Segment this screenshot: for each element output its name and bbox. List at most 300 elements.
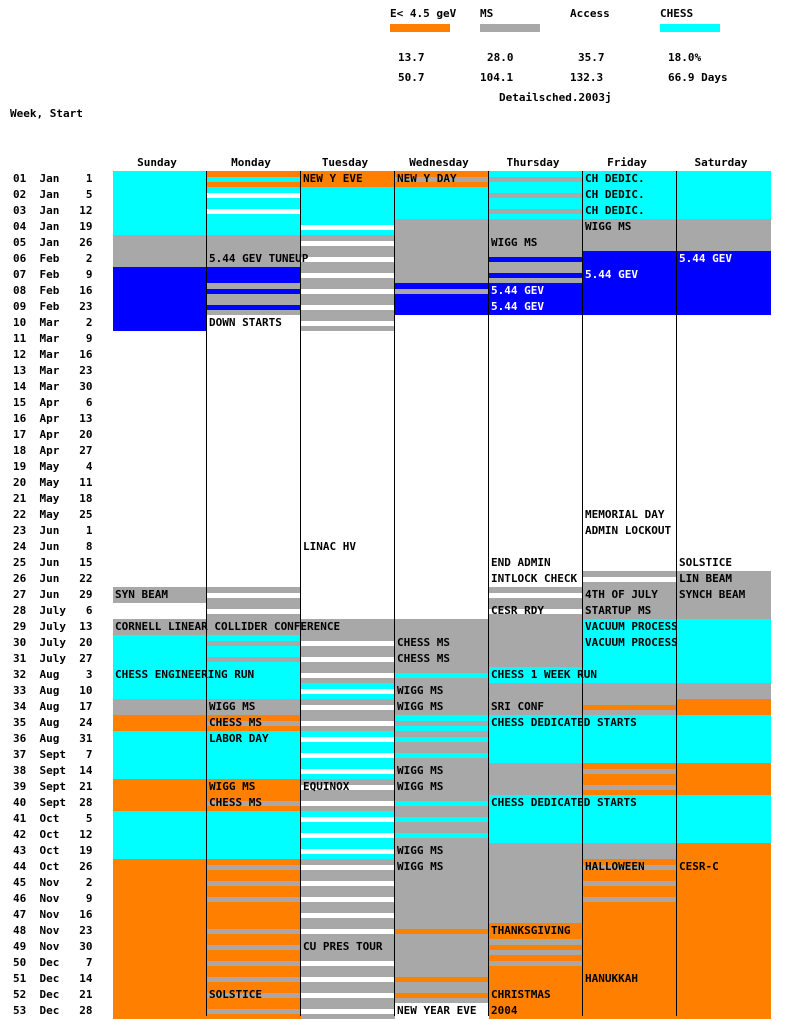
schedule-cell[interactable]	[583, 747, 677, 763]
schedule-cell[interactable]	[489, 171, 583, 187]
schedule-cell[interactable]	[489, 507, 583, 523]
schedule-cell[interactable]	[677, 843, 771, 859]
schedule-cell[interactable]	[113, 267, 207, 283]
schedule-cell[interactable]	[395, 363, 489, 379]
schedule-cell[interactable]	[113, 699, 207, 715]
schedule-cell[interactable]	[113, 187, 207, 203]
schedule-cell[interactable]	[677, 283, 771, 299]
schedule-cell[interactable]	[677, 539, 771, 555]
schedule-cell[interactable]	[301, 891, 395, 907]
schedule-cell[interactable]	[583, 939, 677, 955]
schedule-cell[interactable]	[677, 811, 771, 827]
schedule-cell[interactable]	[677, 955, 771, 971]
schedule-cell[interactable]	[395, 491, 489, 507]
schedule-cell[interactable]	[207, 283, 301, 299]
schedule-cell[interactable]	[113, 331, 207, 347]
schedule-cell[interactable]	[207, 571, 301, 587]
schedule-cell[interactable]	[489, 539, 583, 555]
schedule-cell[interactable]	[207, 219, 301, 235]
schedule-cell[interactable]	[207, 651, 301, 667]
schedule-cell[interactable]	[583, 651, 677, 667]
schedule-cell[interactable]	[207, 379, 301, 395]
schedule-cell[interactable]	[301, 411, 395, 427]
schedule-cell[interactable]	[301, 251, 395, 267]
schedule-cell[interactable]	[113, 763, 207, 779]
schedule-cell[interactable]	[113, 635, 207, 651]
schedule-cell[interactable]	[113, 603, 207, 619]
schedule-cell[interactable]	[677, 987, 771, 1003]
schedule-cell[interactable]	[677, 379, 771, 395]
schedule-cell[interactable]	[677, 667, 771, 683]
schedule-cell[interactable]	[677, 443, 771, 459]
schedule-cell[interactable]	[207, 747, 301, 763]
schedule-cell[interactable]	[113, 203, 207, 219]
schedule-cell[interactable]	[301, 907, 395, 923]
schedule-cell[interactable]	[113, 859, 207, 875]
schedule-cell[interactable]	[677, 427, 771, 443]
schedule-cell[interactable]	[583, 459, 677, 475]
schedule-cell[interactable]	[583, 315, 677, 331]
schedule-cell[interactable]	[207, 171, 301, 187]
schedule-cell[interactable]	[207, 683, 301, 699]
schedule-cell[interactable]	[677, 923, 771, 939]
schedule-cell[interactable]	[395, 747, 489, 763]
schedule-cell[interactable]	[395, 539, 489, 555]
schedule-cell[interactable]	[207, 763, 301, 779]
schedule-cell[interactable]	[395, 891, 489, 907]
schedule-cell[interactable]	[301, 555, 395, 571]
schedule-cell[interactable]	[583, 411, 677, 427]
schedule-cell[interactable]	[583, 539, 677, 555]
schedule-cell[interactable]	[489, 443, 583, 459]
schedule-cell[interactable]	[207, 267, 301, 283]
schedule-cell[interactable]	[207, 923, 301, 939]
schedule-cell[interactable]	[583, 731, 677, 747]
schedule-cell[interactable]	[113, 811, 207, 827]
schedule-cell[interactable]	[395, 251, 489, 267]
schedule-cell[interactable]	[301, 571, 395, 587]
schedule-cell[interactable]	[583, 555, 677, 571]
schedule-cell[interactable]	[677, 619, 771, 635]
schedule-cell[interactable]	[301, 587, 395, 603]
schedule-cell[interactable]	[395, 219, 489, 235]
schedule-cell[interactable]	[489, 907, 583, 923]
schedule-cell[interactable]	[677, 715, 771, 731]
schedule-cell[interactable]	[301, 459, 395, 475]
schedule-cell[interactable]	[207, 955, 301, 971]
schedule-cell[interactable]	[113, 379, 207, 395]
schedule-cell[interactable]	[395, 731, 489, 747]
schedule-cell[interactable]	[677, 299, 771, 315]
schedule-cell[interactable]	[301, 715, 395, 731]
schedule-cell[interactable]	[113, 427, 207, 443]
schedule-cell[interactable]	[113, 987, 207, 1003]
schedule-cell[interactable]	[207, 555, 301, 571]
schedule-cell[interactable]	[113, 843, 207, 859]
schedule-cell[interactable]	[395, 187, 489, 203]
schedule-cell[interactable]	[301, 603, 395, 619]
schedule-cell[interactable]	[489, 491, 583, 507]
schedule-cell[interactable]	[583, 347, 677, 363]
schedule-cell[interactable]	[677, 827, 771, 843]
schedule-cell[interactable]	[677, 491, 771, 507]
schedule-cell[interactable]	[489, 331, 583, 347]
schedule-cell[interactable]	[489, 859, 583, 875]
schedule-cell[interactable]	[113, 683, 207, 699]
schedule-cell[interactable]	[395, 379, 489, 395]
schedule-cell[interactable]	[583, 683, 677, 699]
schedule-cell[interactable]	[207, 331, 301, 347]
schedule-cell[interactable]	[677, 907, 771, 923]
schedule-cell[interactable]	[113, 251, 207, 267]
schedule-cell[interactable]	[207, 939, 301, 955]
schedule-cell[interactable]	[395, 427, 489, 443]
schedule-cell[interactable]	[207, 907, 301, 923]
schedule-cell[interactable]	[207, 411, 301, 427]
schedule-cell[interactable]	[207, 459, 301, 475]
schedule-cell[interactable]	[301, 731, 395, 747]
schedule-cell[interactable]	[301, 635, 395, 651]
schedule-cell[interactable]	[489, 779, 583, 795]
schedule-cell[interactable]	[301, 347, 395, 363]
schedule-cell[interactable]	[301, 475, 395, 491]
schedule-cell[interactable]	[395, 523, 489, 539]
schedule-cell[interactable]	[207, 475, 301, 491]
schedule-cell[interactable]	[677, 475, 771, 491]
schedule-cell[interactable]	[583, 283, 677, 299]
schedule-cell[interactable]	[677, 203, 771, 219]
schedule-cell[interactable]	[395, 315, 489, 331]
schedule-cell[interactable]	[395, 795, 489, 811]
schedule-cell[interactable]	[489, 843, 583, 859]
schedule-cell[interactable]	[583, 299, 677, 315]
schedule-cell[interactable]	[113, 283, 207, 299]
schedule-cell[interactable]	[489, 811, 583, 827]
schedule-cell[interactable]	[113, 235, 207, 251]
schedule-cell[interactable]	[113, 715, 207, 731]
schedule-cell[interactable]	[583, 475, 677, 491]
schedule-cell[interactable]	[395, 571, 489, 587]
schedule-cell[interactable]	[489, 411, 583, 427]
schedule-cell[interactable]	[113, 347, 207, 363]
schedule-cell[interactable]	[113, 411, 207, 427]
schedule-cell[interactable]	[113, 315, 207, 331]
schedule-cell[interactable]	[301, 683, 395, 699]
schedule-cell[interactable]	[113, 971, 207, 987]
schedule-cell[interactable]	[301, 427, 395, 443]
schedule-cell[interactable]	[677, 315, 771, 331]
schedule-cell[interactable]	[489, 363, 583, 379]
schedule-cell[interactable]	[395, 587, 489, 603]
schedule-cell[interactable]	[207, 875, 301, 891]
schedule-cell[interactable]	[113, 171, 207, 187]
schedule-cell[interactable]	[677, 651, 771, 667]
schedule-cell[interactable]	[113, 827, 207, 843]
schedule-cell[interactable]	[677, 683, 771, 699]
schedule-cell[interactable]	[113, 395, 207, 411]
schedule-cell[interactable]	[301, 491, 395, 507]
schedule-cell[interactable]	[489, 267, 583, 283]
schedule-cell[interactable]	[583, 395, 677, 411]
schedule-cell[interactable]	[395, 603, 489, 619]
schedule-cell[interactable]	[677, 459, 771, 475]
schedule-cell[interactable]	[301, 955, 395, 971]
schedule-cell[interactable]	[207, 859, 301, 875]
schedule-cell[interactable]	[301, 283, 395, 299]
schedule-cell[interactable]	[301, 827, 395, 843]
schedule-cell[interactable]	[207, 491, 301, 507]
schedule-cell[interactable]	[207, 827, 301, 843]
schedule-cell[interactable]	[395, 875, 489, 891]
schedule-cell[interactable]	[395, 395, 489, 411]
schedule-cell[interactable]	[395, 907, 489, 923]
schedule-cell[interactable]	[113, 299, 207, 315]
schedule-cell[interactable]	[301, 699, 395, 715]
schedule-cell[interactable]	[301, 267, 395, 283]
schedule-cell[interactable]	[489, 251, 583, 267]
schedule-cell[interactable]	[489, 459, 583, 475]
schedule-cell[interactable]	[677, 235, 771, 251]
schedule-cell[interactable]	[677, 939, 771, 955]
schedule-cell[interactable]	[677, 219, 771, 235]
schedule-cell[interactable]	[489, 219, 583, 235]
schedule-cell[interactable]	[113, 555, 207, 571]
schedule-cell[interactable]	[113, 459, 207, 475]
schedule-cell[interactable]	[677, 267, 771, 283]
schedule-cell[interactable]	[489, 619, 583, 635]
schedule-cell[interactable]	[395, 555, 489, 571]
schedule-cell[interactable]	[489, 347, 583, 363]
schedule-cell[interactable]	[583, 779, 677, 795]
schedule-cell[interactable]	[677, 875, 771, 891]
schedule-cell[interactable]	[113, 363, 207, 379]
schedule-cell[interactable]	[677, 795, 771, 811]
schedule-cell[interactable]	[677, 395, 771, 411]
schedule-cell[interactable]	[395, 459, 489, 475]
schedule-cell[interactable]	[301, 747, 395, 763]
schedule-cell[interactable]	[677, 635, 771, 651]
schedule-cell[interactable]	[301, 859, 395, 875]
schedule-cell[interactable]	[301, 507, 395, 523]
schedule-cell[interactable]	[301, 187, 395, 203]
schedule-cell[interactable]	[489, 971, 583, 987]
schedule-cell[interactable]	[113, 1003, 207, 1019]
schedule-cell[interactable]	[395, 939, 489, 955]
schedule-cell[interactable]	[677, 603, 771, 619]
schedule-cell[interactable]	[207, 299, 301, 315]
schedule-cell[interactable]	[207, 507, 301, 523]
schedule-cell[interactable]	[113, 955, 207, 971]
schedule-cell[interactable]	[489, 875, 583, 891]
schedule-cell[interactable]	[113, 507, 207, 523]
schedule-cell[interactable]	[207, 635, 301, 651]
schedule-cell[interactable]	[677, 1003, 771, 1019]
schedule-cell[interactable]	[489, 763, 583, 779]
schedule-cell[interactable]	[207, 187, 301, 203]
schedule-cell[interactable]	[207, 971, 301, 987]
schedule-cell[interactable]	[301, 219, 395, 235]
schedule-cell[interactable]	[207, 811, 301, 827]
schedule-cell[interactable]	[301, 875, 395, 891]
schedule-cell[interactable]	[677, 747, 771, 763]
schedule-cell[interactable]	[113, 747, 207, 763]
schedule-cell[interactable]	[583, 235, 677, 251]
schedule-cell[interactable]	[113, 779, 207, 795]
schedule-cell[interactable]	[583, 251, 677, 267]
schedule-cell[interactable]	[395, 443, 489, 459]
schedule-cell[interactable]	[489, 651, 583, 667]
schedule-cell[interactable]	[207, 603, 301, 619]
schedule-cell[interactable]	[207, 539, 301, 555]
schedule-cell[interactable]	[207, 891, 301, 907]
schedule-cell[interactable]	[207, 843, 301, 859]
schedule-cell[interactable]	[207, 443, 301, 459]
schedule-cell[interactable]	[301, 443, 395, 459]
schedule-cell[interactable]	[677, 411, 771, 427]
schedule-cell[interactable]	[207, 235, 301, 251]
schedule-cell[interactable]	[583, 891, 677, 907]
schedule-cell[interactable]	[113, 795, 207, 811]
schedule-cell[interactable]	[301, 923, 395, 939]
schedule-cell[interactable]	[583, 363, 677, 379]
schedule-cell[interactable]	[395, 923, 489, 939]
schedule-cell[interactable]	[489, 891, 583, 907]
schedule-cell[interactable]	[583, 875, 677, 891]
schedule-cell[interactable]	[301, 763, 395, 779]
schedule-cell[interactable]	[395, 283, 489, 299]
schedule-cell[interactable]	[395, 811, 489, 827]
schedule-cell[interactable]	[395, 619, 489, 635]
schedule-cell[interactable]	[207, 395, 301, 411]
schedule-cell[interactable]	[395, 971, 489, 987]
schedule-cell[interactable]	[207, 363, 301, 379]
schedule-cell[interactable]	[489, 187, 583, 203]
schedule-cell[interactable]	[583, 571, 677, 587]
schedule-cell[interactable]	[301, 299, 395, 315]
schedule-cell[interactable]	[113, 651, 207, 667]
schedule-cell[interactable]	[677, 331, 771, 347]
schedule-cell[interactable]	[395, 827, 489, 843]
schedule-cell[interactable]	[395, 411, 489, 427]
schedule-cell[interactable]	[301, 843, 395, 859]
schedule-cell[interactable]	[113, 219, 207, 235]
schedule-cell[interactable]	[395, 955, 489, 971]
schedule-cell[interactable]	[677, 779, 771, 795]
schedule-cell[interactable]	[583, 987, 677, 1003]
schedule-cell[interactable]	[301, 667, 395, 683]
schedule-cell[interactable]	[395, 331, 489, 347]
schedule-cell[interactable]	[301, 235, 395, 251]
schedule-cell[interactable]	[207, 523, 301, 539]
schedule-cell[interactable]	[207, 587, 301, 603]
schedule-cell[interactable]	[395, 235, 489, 251]
schedule-cell[interactable]	[301, 1003, 395, 1019]
schedule-cell[interactable]	[489, 731, 583, 747]
schedule-cell[interactable]	[207, 427, 301, 443]
schedule-cell[interactable]	[113, 443, 207, 459]
schedule-cell[interactable]	[301, 395, 395, 411]
schedule-cell[interactable]	[395, 267, 489, 283]
schedule-cell[interactable]	[583, 1003, 677, 1019]
schedule-cell[interactable]	[489, 939, 583, 955]
schedule-cell[interactable]	[207, 1003, 301, 1019]
schedule-cell[interactable]	[677, 171, 771, 187]
schedule-cell[interactable]	[583, 811, 677, 827]
schedule-cell[interactable]	[113, 923, 207, 939]
schedule-cell[interactable]	[207, 347, 301, 363]
schedule-cell[interactable]	[113, 475, 207, 491]
schedule-cell[interactable]	[395, 507, 489, 523]
schedule-cell[interactable]	[301, 203, 395, 219]
schedule-cell[interactable]	[677, 763, 771, 779]
schedule-cell[interactable]	[677, 363, 771, 379]
schedule-cell[interactable]	[395, 203, 489, 219]
schedule-cell[interactable]	[113, 891, 207, 907]
schedule-cell[interactable]	[113, 523, 207, 539]
schedule-cell[interactable]	[677, 891, 771, 907]
schedule-cell[interactable]	[583, 379, 677, 395]
schedule-cell[interactable]	[489, 379, 583, 395]
schedule-cell[interactable]	[583, 923, 677, 939]
schedule-cell[interactable]	[301, 331, 395, 347]
schedule-cell[interactable]	[489, 827, 583, 843]
schedule-cell[interactable]	[583, 443, 677, 459]
schedule-cell[interactable]	[489, 587, 583, 603]
schedule-cell[interactable]	[489, 395, 583, 411]
schedule-cell[interactable]	[583, 907, 677, 923]
schedule-cell[interactable]	[583, 331, 677, 347]
schedule-cell[interactable]	[301, 811, 395, 827]
schedule-cell[interactable]	[113, 491, 207, 507]
schedule-cell[interactable]	[395, 715, 489, 731]
schedule-cell[interactable]	[113, 731, 207, 747]
schedule-cell[interactable]	[583, 491, 677, 507]
schedule-cell[interactable]	[583, 763, 677, 779]
schedule-cell[interactable]	[395, 347, 489, 363]
schedule-cell[interactable]	[677, 971, 771, 987]
schedule-cell[interactable]	[489, 635, 583, 651]
schedule-cell[interactable]	[489, 427, 583, 443]
schedule-cell[interactable]	[395, 299, 489, 315]
schedule-cell[interactable]	[395, 667, 489, 683]
schedule-cell[interactable]	[677, 347, 771, 363]
schedule-cell[interactable]	[677, 731, 771, 747]
schedule-cell[interactable]	[395, 987, 489, 1003]
schedule-cell[interactable]	[301, 315, 395, 331]
schedule-cell[interactable]	[113, 939, 207, 955]
schedule-cell[interactable]	[489, 203, 583, 219]
schedule-cell[interactable]	[583, 699, 677, 715]
schedule-cell[interactable]	[113, 875, 207, 891]
schedule-cell[interactable]	[301, 971, 395, 987]
schedule-cell[interactable]	[395, 475, 489, 491]
schedule-cell[interactable]	[301, 651, 395, 667]
schedule-cell[interactable]	[301, 363, 395, 379]
schedule-cell[interactable]	[301, 523, 395, 539]
schedule-cell[interactable]	[583, 427, 677, 443]
schedule-cell[interactable]	[583, 955, 677, 971]
schedule-cell[interactable]	[677, 523, 771, 539]
schedule-cell[interactable]	[113, 571, 207, 587]
schedule-cell[interactable]	[489, 315, 583, 331]
schedule-cell[interactable]	[583, 843, 677, 859]
schedule-cell[interactable]	[677, 699, 771, 715]
schedule-cell[interactable]	[489, 475, 583, 491]
schedule-cell[interactable]	[301, 987, 395, 1003]
schedule-cell[interactable]	[301, 379, 395, 395]
schedule-cell[interactable]	[489, 523, 583, 539]
schedule-cell[interactable]	[489, 683, 583, 699]
